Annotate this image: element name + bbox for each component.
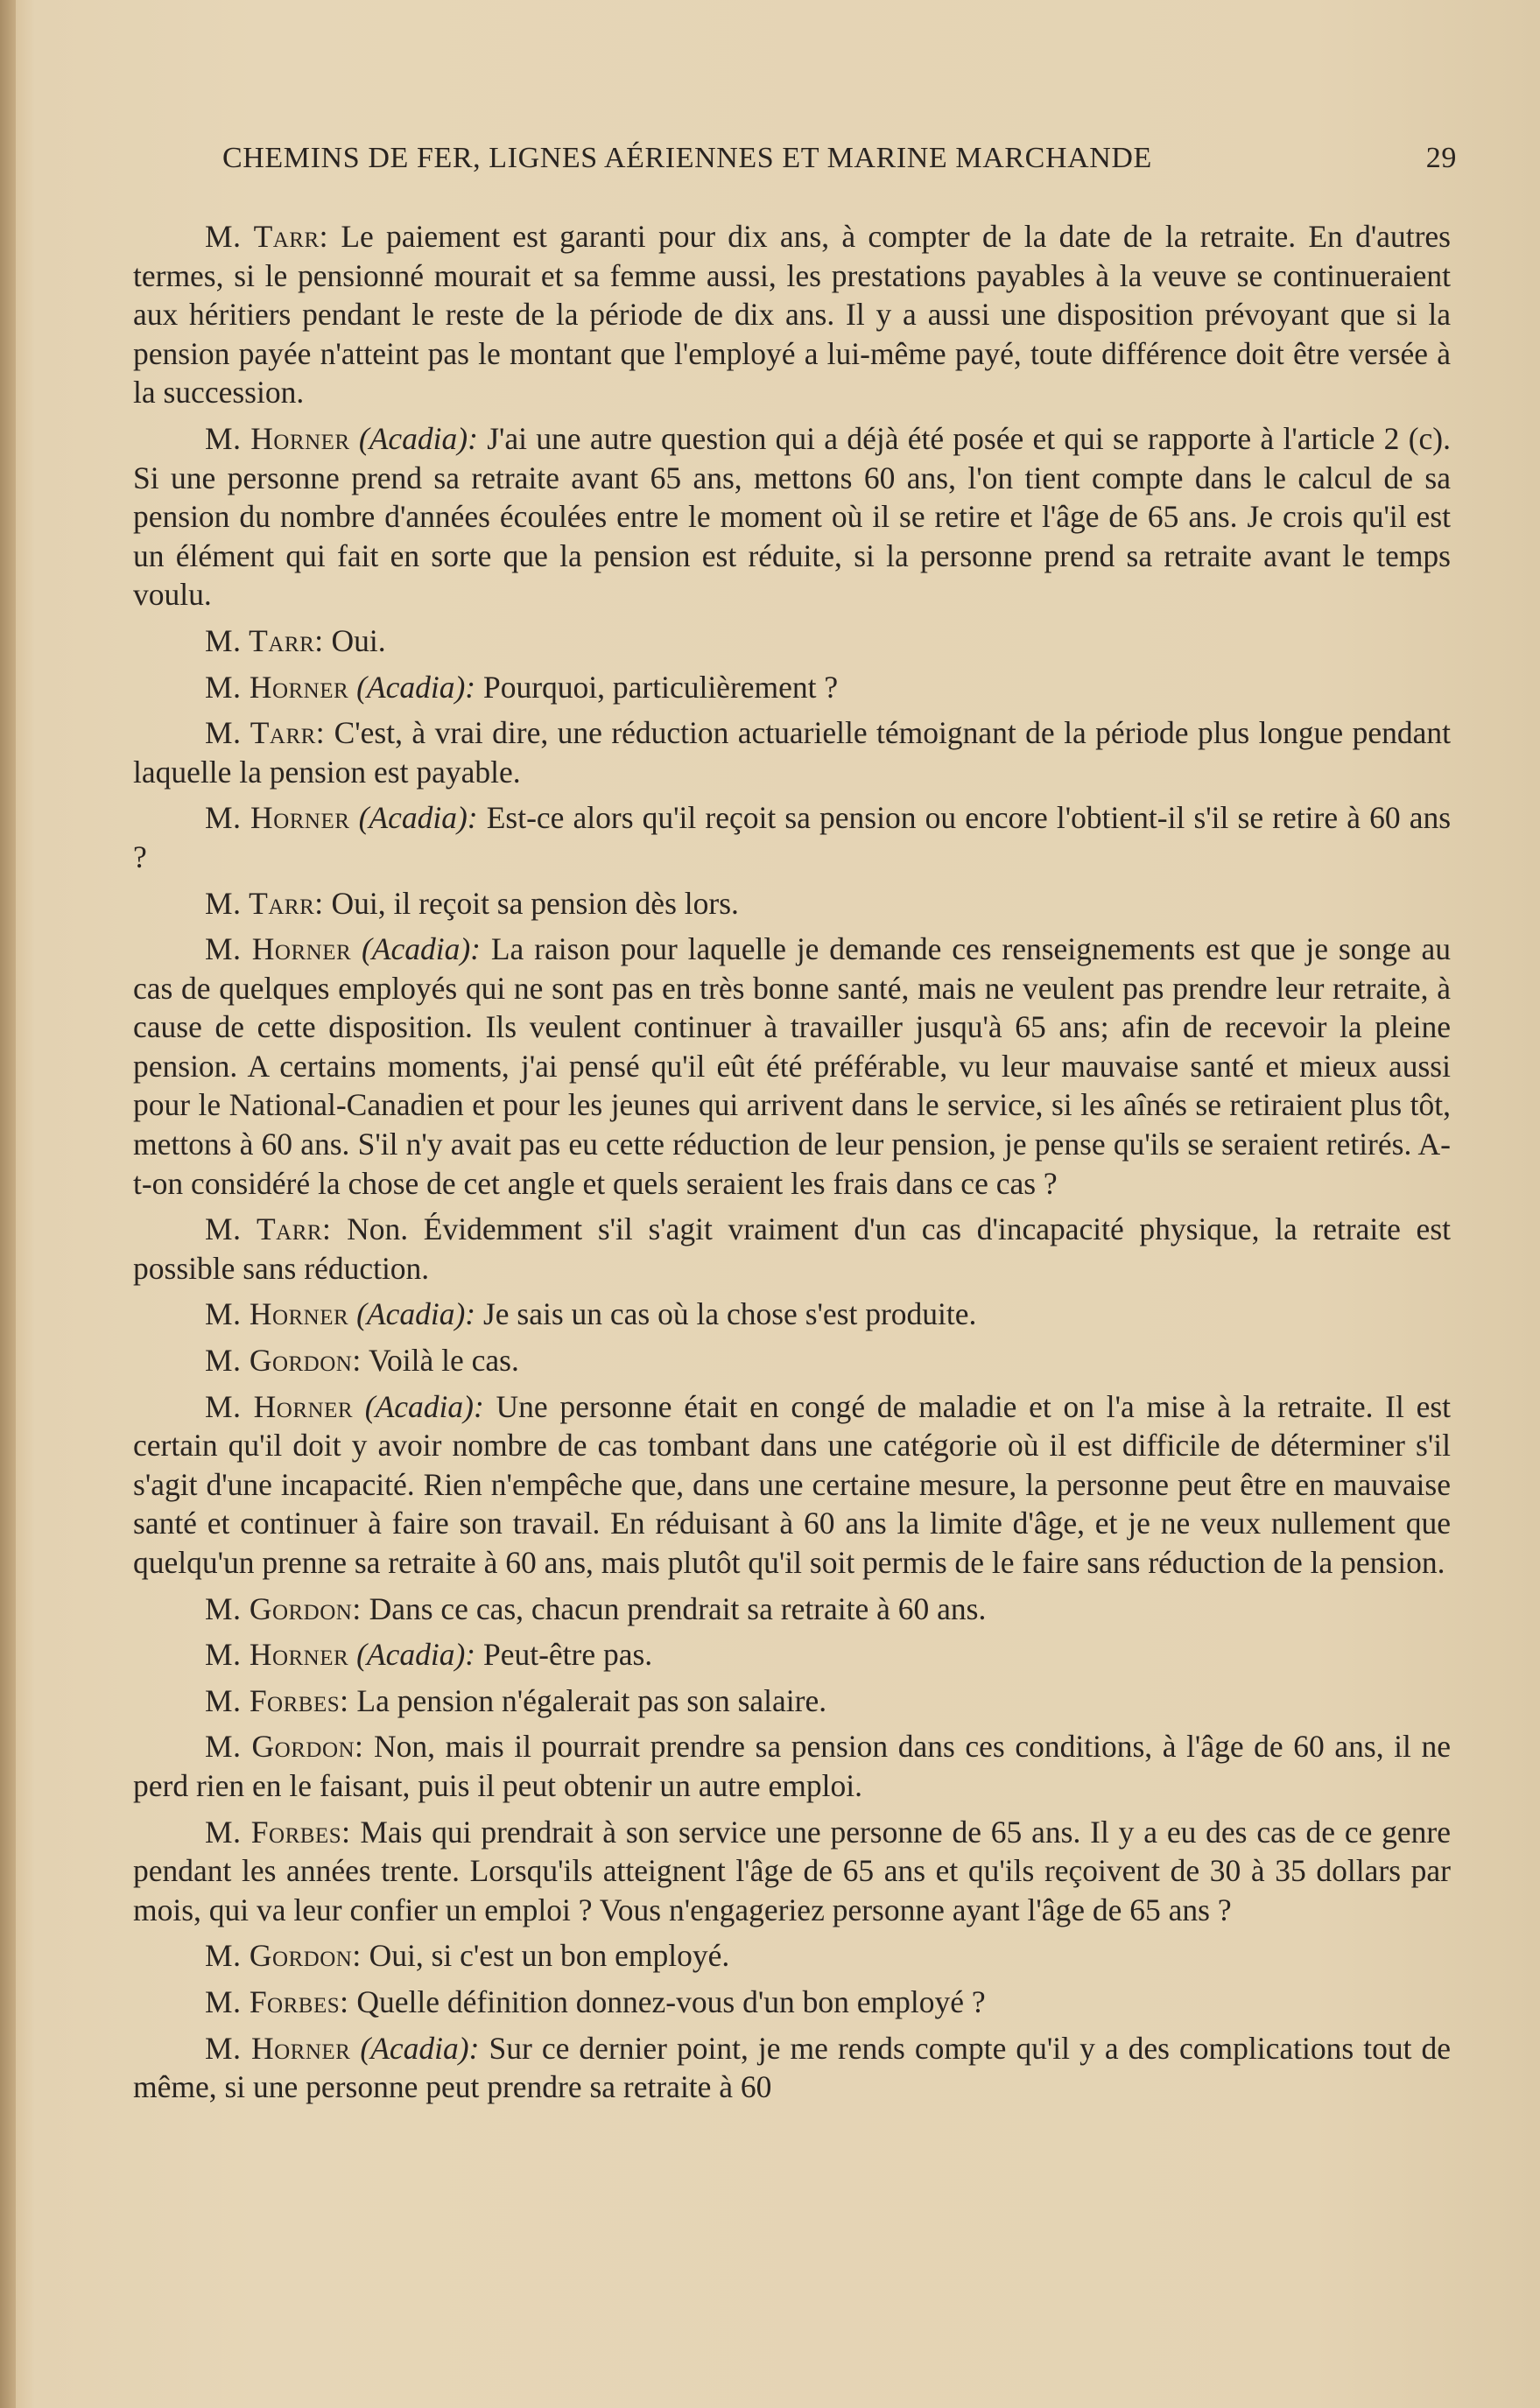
speaker-riding: (Acadia): — [361, 931, 482, 967]
page-binding-edge — [0, 0, 16, 2408]
speaker-name: M. Horner — [205, 669, 349, 705]
speaker-riding: (Acadia): — [364, 1388, 484, 1424]
speaker-name: M. Gordon: — [205, 1729, 364, 1765]
paragraph-text: C'est, à vrai dire, une réduction actuarielle témoignant de la période plus longue pendant laquelle la pension est payable. — [133, 715, 1451, 790]
paragraph-text: Je sais un cas où la chose s'est produite. — [482, 1296, 977, 1332]
paragraph-text: Voilà le cas. — [368, 1343, 519, 1379]
paragraph-text: La pension n'égalerait pas son salaire. — [356, 1682, 827, 1718]
speaker-name: M. Horner — [205, 2030, 351, 2066]
speaker-name: M. Gordon: — [205, 1938, 362, 1974]
paragraph — [133, 1681, 1451, 1721]
paragraph-text: Mais qui prendrait à son service une personne de 65 ans. Il y a eu des cas de ce genre pendant les années trente. Lorsqu'ils atteignent l'âge de 65 ans et qu'ils reçoivent de 30 à 35 dollars par mois, qui va leur confier un emploi ? Vous n'engageriez personne ayant l'âge de 65 ans ? — [133, 1814, 1452, 1927]
paragraph-text: Peut-être pas. — [482, 1637, 653, 1673]
paragraph-text: Non, mais il pourrait prendre sa pension dans ces conditions, à l'âge de 60 ans, il ne perd rien en le faisant, puis il peut obtenir un autre emploi. — [133, 1729, 1451, 1803]
speaker-name: M. Tarr: — [205, 1211, 332, 1247]
paragraph-text: J'ai une autre question qui a déjà été posée et qui se rapporte à l'article 2 (c). Si une personne prend sa retraite avant 65 ans, mettons 60 ans, l'on tient compte dans le calcul de sa pension du nombre d'années écoulées entre le moment où il se retire et l'âge de 65 ans. Je crois qu'il est un élément qui fait en sorte que la pension est réduite, si la personne prend sa retraite avant le temps voulu. — [133, 420, 1451, 613]
speaker-name: M. Tarr: — [205, 715, 326, 751]
speaker-name: M. Horner — [205, 1388, 354, 1424]
paragraph — [133, 1936, 1451, 1976]
speaker-name: M. Horner — [205, 800, 350, 836]
paragraph-text: Est-ce alors qu'il reçoit sa pension ou encore l'obtient-il s'il se retire à 60 ans ? — [133, 800, 1452, 874]
speaker-riding: (Acadia): — [358, 800, 478, 836]
paragraph-text: Une personne était en congé de maladie et on l'a mise à la retraite. Il est certain qu'il doit y avoir nombre de cas tombant dans une catégorie où il est difficile de déterminer s'il s'agit d'une incapacité. Rien n'empêche que, dans une certaine mesure, la personne peut être en mauvaise santé et continuer à faire son travail. En réduisant à 60 ans la limite d'âge, et je ne veux nullement que quelqu'un prenne sa retraite à 60 ans, mais plutôt qu'il soit permis de le faire sans réduction de la pension. — [133, 1388, 1452, 1580]
speaker-name: M. Tarr: — [205, 885, 324, 921]
paragraph — [133, 930, 1451, 1203]
paragraph — [133, 1635, 1451, 1674]
paragraph — [133, 1590, 1451, 1629]
paragraph-text: Dans ce cas, chacun prendrait sa retraite à 60 ans. — [369, 1590, 987, 1626]
header-title: CHEMINS DE FER, LIGNES AÉRIENNES ET MARINE MARCHANDE — [222, 142, 1152, 174]
paragraph — [133, 1210, 1451, 1288]
paragraph — [133, 1341, 1451, 1380]
paragraph — [133, 884, 1451, 923]
speaker-riding: (Acadia): — [356, 669, 476, 705]
running-header — [222, 142, 1457, 186]
page-number: 29 — [1425, 142, 1457, 174]
paragraph — [133, 1983, 1451, 2022]
paragraph — [133, 1813, 1451, 1930]
speaker-name: M. Horner — [205, 420, 350, 456]
speaker-name: M. Forbes: — [205, 1682, 349, 1718]
speaker-riding: (Acadia): — [360, 2030, 480, 2066]
paragraph-text: La raison pour laquelle je demande ces renseignements est que je songe au cas de quelques employés qui ne sont pas en très bonne santé, mais ne veulent pas prendre leur retraite, à cause de cette disposition. Ils veulent continuer à travailler jusqu'à 65 ans; afin de recevoir la pleine pension. A certains moments, j'ai pensé qu'il eût été préférable, vu leur mauvaise santé et mieux aussi pour le National-Canadien et pour les jeunes qui arrivent dans le service, si les aînés se retiraient plus tôt, mettons à 60 ans. S'il n'y avait pas eu cette réduction de leur pension, je pense qu'ils se seraient retirés. A-t-on considéré la chose de cet angle et quels seraient les frais dans ce cas ? — [133, 931, 1452, 1201]
paragraph — [133, 419, 1451, 614]
speaker-riding: (Acadia): — [358, 420, 478, 456]
paragraph — [133, 621, 1451, 661]
transcript-body — [133, 217, 1451, 2114]
speaker-name: M. Horner — [205, 1637, 349, 1673]
speaker-name: M. Gordon: — [205, 1343, 362, 1379]
speaker-name: M. Gordon: — [205, 1590, 362, 1626]
paragraph-text: Pourquoi, particulièrement ? — [482, 669, 839, 705]
paragraph — [133, 2029, 1451, 2107]
paragraph-text: Oui, si c'est un bon employé. — [369, 1938, 730, 1974]
paragraph — [133, 713, 1451, 791]
speaker-name: M. Horner — [205, 1296, 349, 1332]
paragraph — [133, 217, 1451, 412]
paragraph-text: Oui. — [331, 622, 386, 658]
speaker-name: M. Tarr: — [205, 219, 329, 254]
paragraph-text: Oui, il reçoit sa pension dès lors. — [331, 885, 739, 921]
paragraph-text: Le paiement est garanti pour dix ans, à compter de la date de la retraite. En d'autres termes, si le pensionné mourait et sa femme aussi, les prestations payables à la veuve se continueraient aux héritiers pendant le reste de la période de dix ans. Il y a aussi une disposition prévoyant que si la pension payée n'atteint pas le montant que l'employé a lui-même payé, toute différence doit être versée à la succession. — [133, 219, 1451, 411]
paragraph-text: Quelle définition donnez-vous d'un bon employé ? — [356, 1983, 986, 2019]
speaker-riding: (Acadia): — [356, 1296, 476, 1332]
speaker-name: M. Forbes: — [205, 1983, 349, 2019]
speaker-name: M. Tarr: — [205, 622, 324, 658]
paragraph — [133, 1727, 1451, 1805]
paragraph — [133, 1387, 1451, 1583]
speaker-name: M. Horner — [205, 931, 352, 967]
paragraph — [133, 798, 1451, 876]
paragraph — [133, 1295, 1451, 1334]
speaker-riding: (Acadia): — [356, 1637, 476, 1673]
speaker-name: M. Forbes: — [205, 1814, 351, 1850]
paragraph-text: Sur ce dernier point, je me rends compte qu'il y a des complications tout de même, si une personne peut prendre sa retraite à 60 — [133, 2030, 1452, 2105]
paragraph — [133, 668, 1451, 707]
paragraph-text: Non. Évidemment s'il s'agit vraiment d'un cas d'incapacité physique, la retraite est possible sans réduction. — [133, 1211, 1451, 1286]
